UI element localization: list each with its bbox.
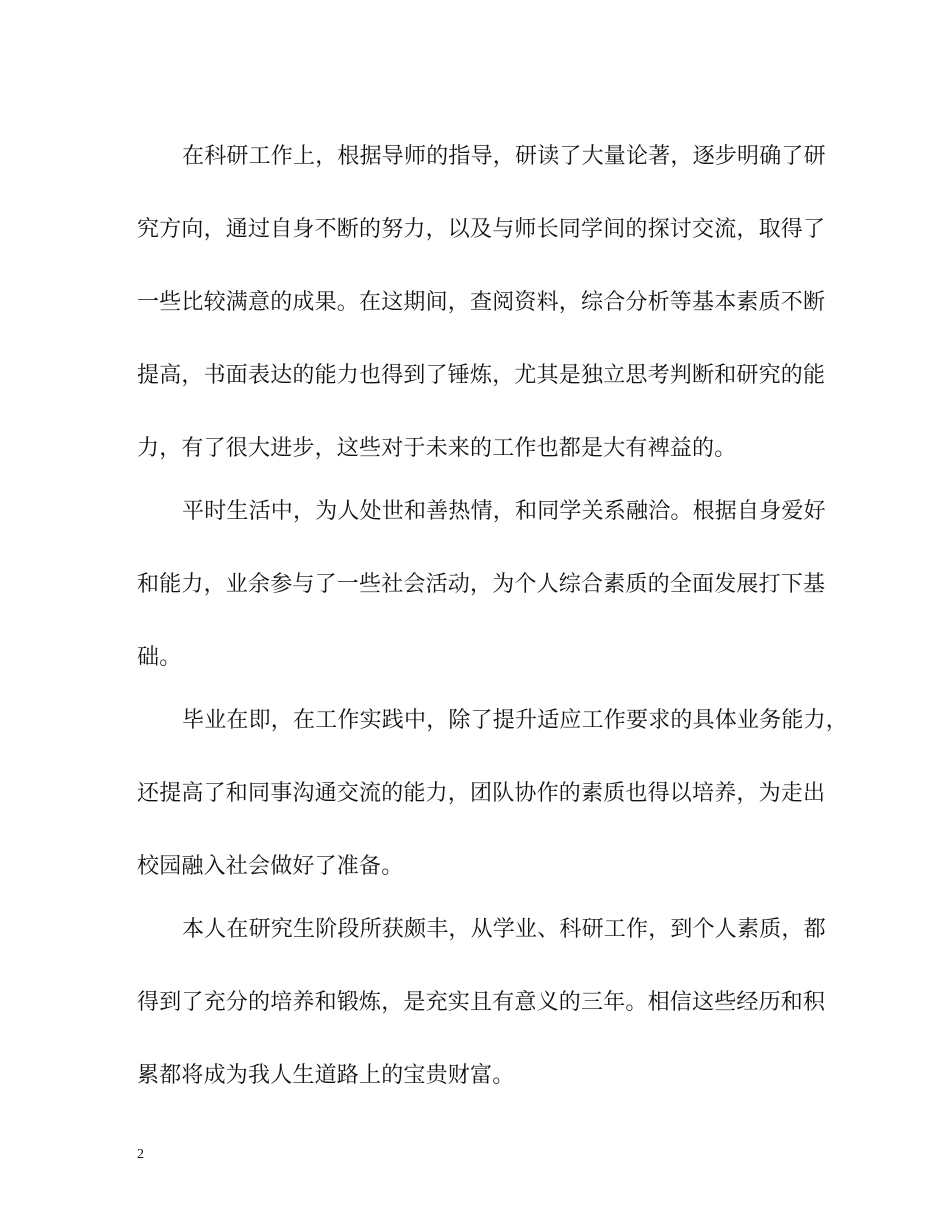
paragraph-summary-line-1: 本人在研究生阶段所获颇丰，从学业、科研工作，到个人素质，都 <box>182 917 826 942</box>
page-number: 2 <box>137 1147 144 1162</box>
paragraph-life-line-3: 础。 <box>137 645 182 670</box>
paragraph-practice-line-2: 还提高了和同事沟通交流的能力，团队协作的素质也得以培养，为走出 <box>137 781 826 806</box>
paragraph-life-line-2: 和能力，业余参与了一些社会活动，为个人综合素质的全面发展打下基 <box>137 572 826 597</box>
paragraph-research-line-5: 力，有了很大进步，这些对于未来的工作也都是大有裨益的。 <box>137 436 737 461</box>
paragraph-research-line-1: 在科研工作上，根据导师的指导，研读了大量论著，逐步明确了研 <box>182 144 826 169</box>
paragraph-life-line-1: 平时生活中，为人处世和善热情，和同学关系融洽。根据自身爱好 <box>182 499 826 524</box>
paragraph-research-line-2: 究方向，通过自身不断的努力，以及与师长同学间的探讨交流，取得了 <box>137 217 826 242</box>
paragraph-research-line-3: 一些比较满意的成果。在这期间，查阅资料，综合分析等基本素质不断 <box>137 290 826 315</box>
paragraph-summary-line-2: 得到了充分的培养和锻炼，是充实且有意义的三年。相信这些经历和积 <box>137 990 826 1015</box>
paragraph-practice-line-1: 毕业在即，在工作实践中，除了提升适应工作要求的具体业务能力， <box>182 708 849 733</box>
paragraph-practice-line-3: 校园融入社会做好了准备。 <box>137 854 404 879</box>
paragraph-summary-line-3: 累都将成为我人生道路上的宝贵财富。 <box>137 1063 515 1088</box>
paragraph-research-line-4: 提高，书面表达的能力也得到了锤炼，尤其是独立思考判断和研究的能 <box>137 363 826 388</box>
